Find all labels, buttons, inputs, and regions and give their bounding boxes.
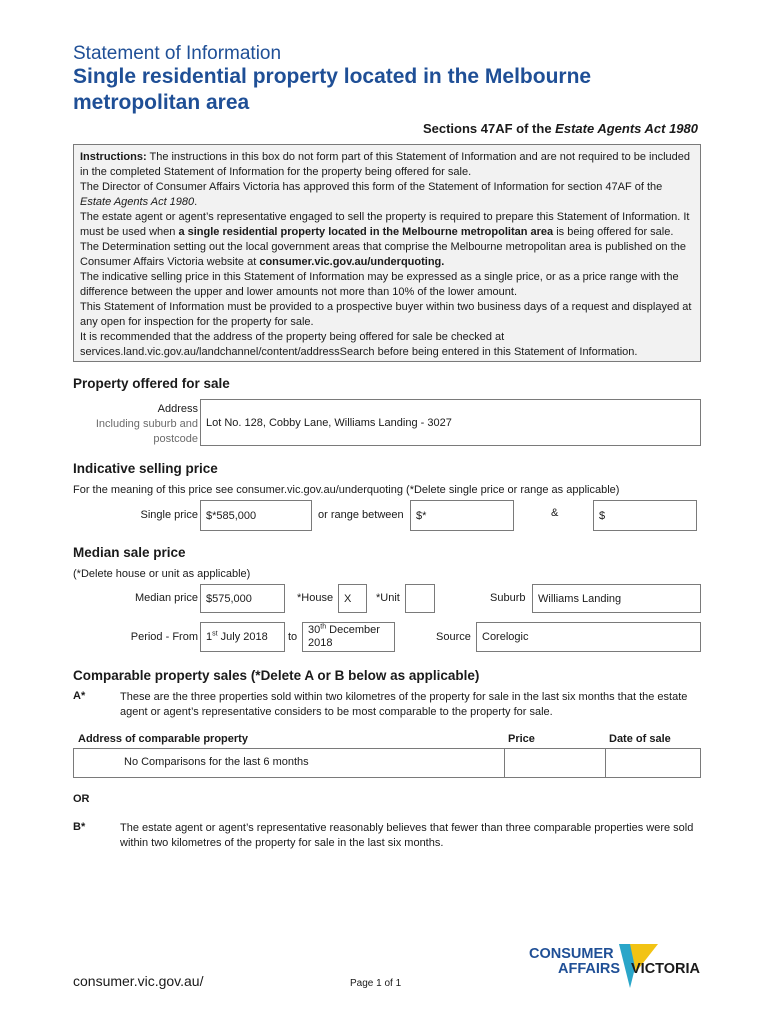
median-heading: Median sale price bbox=[73, 545, 186, 560]
page-number: Page 1 of 1 bbox=[350, 978, 402, 989]
median-price-label: Median price bbox=[135, 592, 198, 604]
range-from-field[interactable] bbox=[410, 500, 514, 531]
instructions-text-2b: . bbox=[194, 196, 198, 208]
address-field[interactable] bbox=[200, 399, 701, 446]
instructions-act-name: Estate Agents Act 1980 bbox=[80, 196, 195, 208]
address-label-line-3: postcode bbox=[153, 433, 198, 445]
indicative-note: For the meaning of this price see consumer.vic.gov.au/underquoting (*Delete single price or range as applicable) bbox=[73, 484, 620, 496]
property-heading: Property offered for sale bbox=[73, 376, 230, 391]
option-b-marker: B* bbox=[73, 821, 86, 833]
range-to-value: $ bbox=[599, 509, 606, 522]
period-label: Period - From bbox=[130, 631, 198, 643]
table-row-address-cell[interactable] bbox=[74, 749, 505, 777]
consumer-affairs-victoria-logo bbox=[527, 942, 707, 990]
footer-site[interactable]: consumer.vic.gov.au/ bbox=[73, 973, 204, 989]
comparable-table bbox=[73, 748, 701, 778]
period-to-month: December bbox=[326, 624, 380, 636]
logo-text-victoria: VICTORIA bbox=[631, 961, 701, 977]
underquoting-link[interactable]: consumer.vic.gov.au/underquoting. bbox=[259, 256, 445, 268]
house-check-mark: X bbox=[344, 592, 352, 605]
period-to-value bbox=[308, 624, 380, 650]
instructions-text-2a: The Director of Consumer Affairs Victoria has approved this form of the Statement of Information for section 47AF of the bbox=[80, 181, 663, 193]
logo-text-consumer: CONSUMER bbox=[529, 946, 614, 962]
instructions-para-2 bbox=[80, 180, 694, 210]
period-from-field[interactable] bbox=[200, 622, 285, 652]
option-a-marker: A* bbox=[73, 690, 86, 702]
instructions-text-3-bold: a single residential property located in the Melbourne metropolitan area bbox=[178, 226, 554, 238]
unit-label: *Unit bbox=[376, 592, 400, 604]
source-field[interactable] bbox=[476, 622, 701, 652]
instructions-text-1: The instructions in this box do not form part of this Statement of Information and are not required to be included in the completed Statement of Information for the property being offered for sale. bbox=[80, 151, 691, 178]
instructions-para-4: The indicative selling price in this Statement of Information may be expressed as a single price, or as a price range with the difference between the upper and lower amounts not more than 10% of the lower amount. bbox=[80, 271, 679, 298]
period-to-label: to bbox=[288, 631, 298, 643]
sections-prefix: Sections 47AF of the bbox=[422, 121, 556, 136]
address-value: Lot No. 128, Cobby Lane, Williams Landing - 3027 bbox=[206, 416, 452, 429]
period-from-month-year: July 2018 bbox=[217, 631, 268, 643]
comparable-heading: Comparable property sales (*Delete A or B below as applicable) bbox=[73, 668, 480, 683]
range-from-value: $* bbox=[416, 509, 427, 522]
range-to-field[interactable] bbox=[593, 500, 697, 531]
option-b-text: The estate agent or agent’s representative reasonably believes that fewer than three comparable properties were sold within two kilometres of the property for sale in the last six months. bbox=[120, 822, 694, 849]
period-from-value bbox=[206, 631, 268, 643]
single-price-field[interactable] bbox=[200, 500, 312, 531]
period-from-day: 1 bbox=[206, 631, 213, 643]
col-header-date: Date of sale bbox=[609, 733, 671, 745]
table-row-text: No Comparisons for the last 6 months bbox=[124, 756, 309, 768]
suburb-label: Suburb bbox=[490, 592, 526, 604]
instructions-text-3a: The estate agent or agent’s representative engaged to sell the property is required to prepare this Statement of Information. It must be used when bbox=[80, 211, 690, 238]
period-to-day: 30 bbox=[308, 624, 321, 636]
house-checkbox[interactable] bbox=[338, 584, 367, 613]
sections-reference bbox=[423, 121, 698, 136]
median-price-field[interactable] bbox=[200, 584, 285, 613]
col-header-address: Address of comparable property bbox=[78, 733, 248, 745]
table-row-price-cell[interactable] bbox=[505, 749, 606, 777]
suburb-value: Williams Landing bbox=[538, 592, 622, 605]
source-value: Corelogic bbox=[482, 631, 529, 643]
indicative-heading: Indicative selling price bbox=[73, 461, 218, 476]
sections-act-name: Estate Agents Act 1980 bbox=[555, 121, 698, 136]
instructions-text-3b: is being offered for sale. The Determination setting out the local government areas that comprise the Melbourne metropolitan area is published on the Consumer Affairs Victoria website at bbox=[80, 226, 686, 268]
suburb-field[interactable] bbox=[532, 584, 701, 613]
source-label: Source bbox=[436, 631, 471, 643]
median-price-value: $575,000 bbox=[206, 592, 252, 605]
unit-checkbox[interactable] bbox=[405, 584, 435, 613]
instructions-box bbox=[73, 144, 701, 362]
period-to-ordinal: th bbox=[320, 623, 327, 631]
period-to-field[interactable] bbox=[302, 622, 395, 652]
option-a-text: These are the three properties sold within two kilometres of the property for sale in the last six months that the estate agent or agent’s representative considers to be most comparable to the property for sale. bbox=[120, 691, 688, 718]
period-from-ordinal: st bbox=[212, 630, 218, 638]
instructions-para-1 bbox=[80, 150, 694, 180]
or-label: OR bbox=[73, 793, 90, 805]
address-label-line-1: Address bbox=[157, 403, 198, 415]
range-label: or range between bbox=[318, 509, 404, 521]
single-price-label: Single price bbox=[140, 509, 198, 521]
page-title: Single residential property located in the Melbourne metropolitan area bbox=[73, 65, 592, 114]
address-label-line-2: Including suburb and bbox=[95, 418, 198, 430]
instructions-label: Instructions: bbox=[80, 151, 147, 163]
instructions-para-5: This Statement of Information must be provided to a prospective buyer within two business days of a request and displayed at any open for inspection for the property for sale. bbox=[80, 301, 692, 328]
single-price-value: $*585,000 bbox=[206, 509, 257, 522]
instructions-para-6: It is recommended that the address of the property being offered for sale be checked at services.land.vic.gov.au/landchannel/content/addressSearch before being entered in this Statement of Information. bbox=[80, 331, 638, 358]
form-pre-title: Statement of Information bbox=[73, 43, 282, 64]
logo-text-affairs: AFFAIRS bbox=[558, 961, 621, 977]
address-label bbox=[73, 402, 198, 447]
range-ampersand: & bbox=[551, 507, 559, 519]
median-note: (*Delete house or unit as applicable) bbox=[73, 568, 251, 580]
house-label: *House bbox=[297, 592, 334, 604]
col-header-price: Price bbox=[508, 733, 535, 745]
instructions-para-3 bbox=[80, 210, 694, 270]
period-to-year: 2018 bbox=[308, 637, 333, 649]
